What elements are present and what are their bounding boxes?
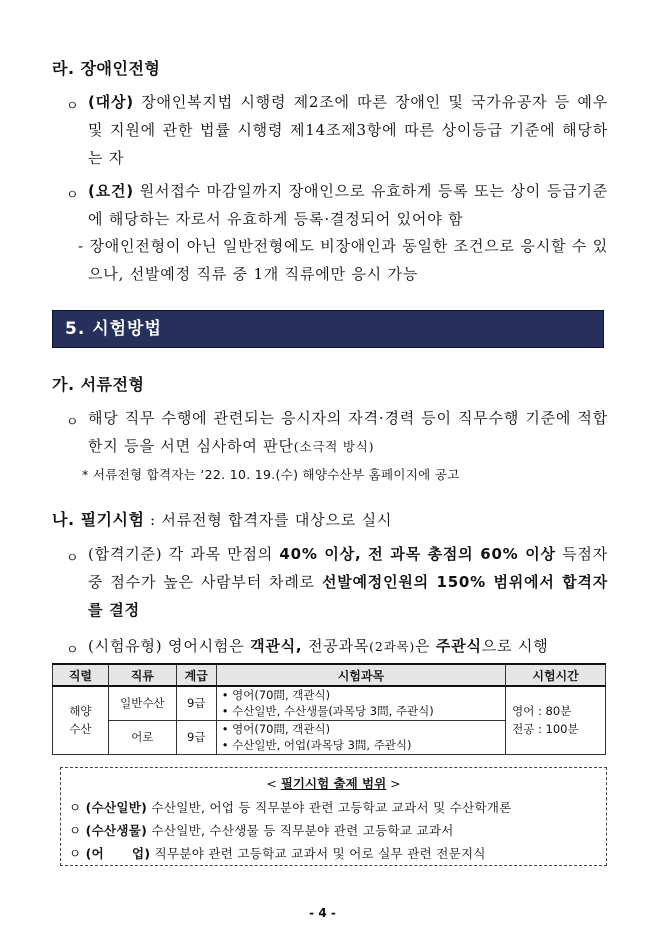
- heading-written-exam: [52, 506, 392, 534]
- cell-time: [506, 686, 606, 754]
- table-header-row: [53, 664, 606, 686]
- subject-line: • 수산일반, 수산생물(과목당 3問, 주관식): [221, 704, 434, 719]
- text-criteria-2: 득점자 중 점수가 높은 사람부터 차례로: [88, 545, 609, 591]
- header-series: 직렬: [53, 664, 109, 686]
- table-row: [53, 686, 606, 720]
- exam-subject-table: [52, 663, 606, 755]
- cell-subjects: [216, 686, 505, 720]
- circle-bullet-icon: ㅇ: [66, 551, 79, 566]
- para-exam-type: [88, 632, 608, 661]
- cell-series: 해양 수산: [53, 686, 109, 754]
- tag-target: (대상): [88, 93, 134, 111]
- subject-line: • 영어(70問, 객관식): [221, 688, 331, 703]
- scope-title-text: 필기시험 출제 범위: [280, 776, 387, 791]
- bold-criteria-2: 선발예정인원의 150% 범위에서 합격자를 결정: [88, 573, 608, 619]
- cell-grade: 9급: [176, 686, 216, 720]
- text-type-2: 전공과목: [302, 637, 370, 655]
- para-disability-requirement: [88, 177, 608, 233]
- scope-title-suffix: >: [386, 776, 401, 791]
- tag-pass-criteria: (합격기준): [88, 545, 163, 563]
- scope-tag: (어 업): [85, 846, 151, 861]
- cell-track: 어로: [108, 720, 176, 754]
- list-item: [69, 844, 486, 862]
- bold-subjective: 주관식: [435, 637, 482, 655]
- circle-bullet-icon: ㅇ: [66, 643, 79, 658]
- time-english: 영어 : 80분: [512, 704, 572, 719]
- circle-bullet-icon: ㅇ: [66, 415, 79, 430]
- bold-objective: 객관식,: [250, 637, 303, 655]
- heading-written-exam-desc: : 서류전형 합격자를 대상으로 실시: [144, 511, 393, 529]
- header-time: 시험시간: [506, 664, 606, 686]
- subject-line: • 영어(70問, 객관식): [221, 722, 331, 736]
- section-title-exam-method: 5. 시험방법: [52, 310, 604, 348]
- note-document-result: * 서류전형 합격자는 ‘22. 10. 19.(수) 해양수산부 홈페이지에 공고: [82, 467, 460, 482]
- circle-bullet-icon: ㅇ: [66, 188, 79, 203]
- bold-criteria-1: 40% 이상, 전 과목 총점의 60% 이상: [279, 545, 556, 563]
- text-type-4: 으로 시행: [481, 637, 549, 655]
- scope-text: 수산일반, 어업 등 직무분야 관련 고등학교 교과서 및 수산학개론: [147, 800, 512, 815]
- header-grade: 계급: [176, 664, 216, 686]
- scope-text: 수산일반, 수산생물 등 직무분야 관련 고등학교 교과서: [147, 823, 454, 838]
- heading-disability-track: 라. 장애인전형: [52, 59, 161, 78]
- para-disability-note: - 장애인전형이 아닌 일반전형에도 비장애인과 동일한 조건으로 응시할 수 있으나, 선발예정 직류 중 1개 직류에만 응시 가능: [78, 237, 608, 283]
- text-target: 장애인복지법 시행령 제2조에 따른 장애인 및 국가유공자 등 예우 및 지원에 관한 법률 시행령 제14조제3항에 따른 상이등급 기준에 해당하는 자: [88, 93, 608, 167]
- scope-tag: (수산생물): [85, 823, 148, 838]
- cell-track: 일반수산: [108, 686, 176, 720]
- tag-requirement: (요건): [88, 182, 134, 200]
- subject-line: • 수산일반, 어업(과목당 3問, 주관식): [221, 738, 412, 752]
- circle-bullet-icon: ㅇ: [69, 823, 86, 838]
- scope-title: [61, 774, 606, 792]
- heading-document-screening: 가. 서류전형: [52, 375, 145, 394]
- text-document-screening: 해당 직무 수행에 관련되는 응시자의 자격·경력 등이 직무수행 기준에 적합한지 등을 서면 심사하여 판단: [88, 409, 608, 455]
- text-criteria-1: 각 과목 만점의: [162, 545, 280, 563]
- para-document-screening: [88, 404, 608, 461]
- tag-exam-type: (시험유형): [88, 637, 163, 655]
- para-disability-target: [88, 88, 608, 172]
- exam-scope-box: [60, 767, 607, 866]
- header-track: 직류: [108, 664, 176, 686]
- text-passive-method: (소극적 방식): [293, 439, 375, 454]
- circle-bullet-icon: ㅇ: [66, 99, 79, 114]
- text-type-1: 영어시험은: [162, 637, 251, 655]
- scope-title-prefix: <: [266, 776, 281, 791]
- cell-subjects: [216, 720, 505, 754]
- cell-grade: 9급: [176, 720, 216, 754]
- text-requirement: 원서접수 마감일까지 장애인으로 유효하게 등록 또는 상이 등급기준에 해당하는 자로서 유효하게 등록·결정되어 있어야 함: [88, 182, 608, 228]
- list-item: [69, 798, 512, 816]
- text-type-3: 은: [415, 637, 436, 655]
- list-item: [69, 821, 454, 839]
- heading-written-exam-title: 나. 필기시험: [52, 510, 145, 529]
- header-subjects: 시험과목: [216, 664, 505, 686]
- time-major: 전공 : 100분: [512, 722, 579, 737]
- page-number: - 4 -: [309, 906, 336, 920]
- para-pass-criteria: [88, 540, 608, 624]
- circle-bullet-icon: ㅇ: [69, 846, 86, 861]
- circle-bullet-icon: ㅇ: [69, 800, 86, 815]
- text-two-subjects: (2과목): [369, 639, 416, 654]
- scope-text: 직무분야 관련 고등학교 교과서 및 어로 실무 관련 전문지식: [150, 846, 486, 861]
- scope-tag: (수산일반): [85, 800, 148, 815]
